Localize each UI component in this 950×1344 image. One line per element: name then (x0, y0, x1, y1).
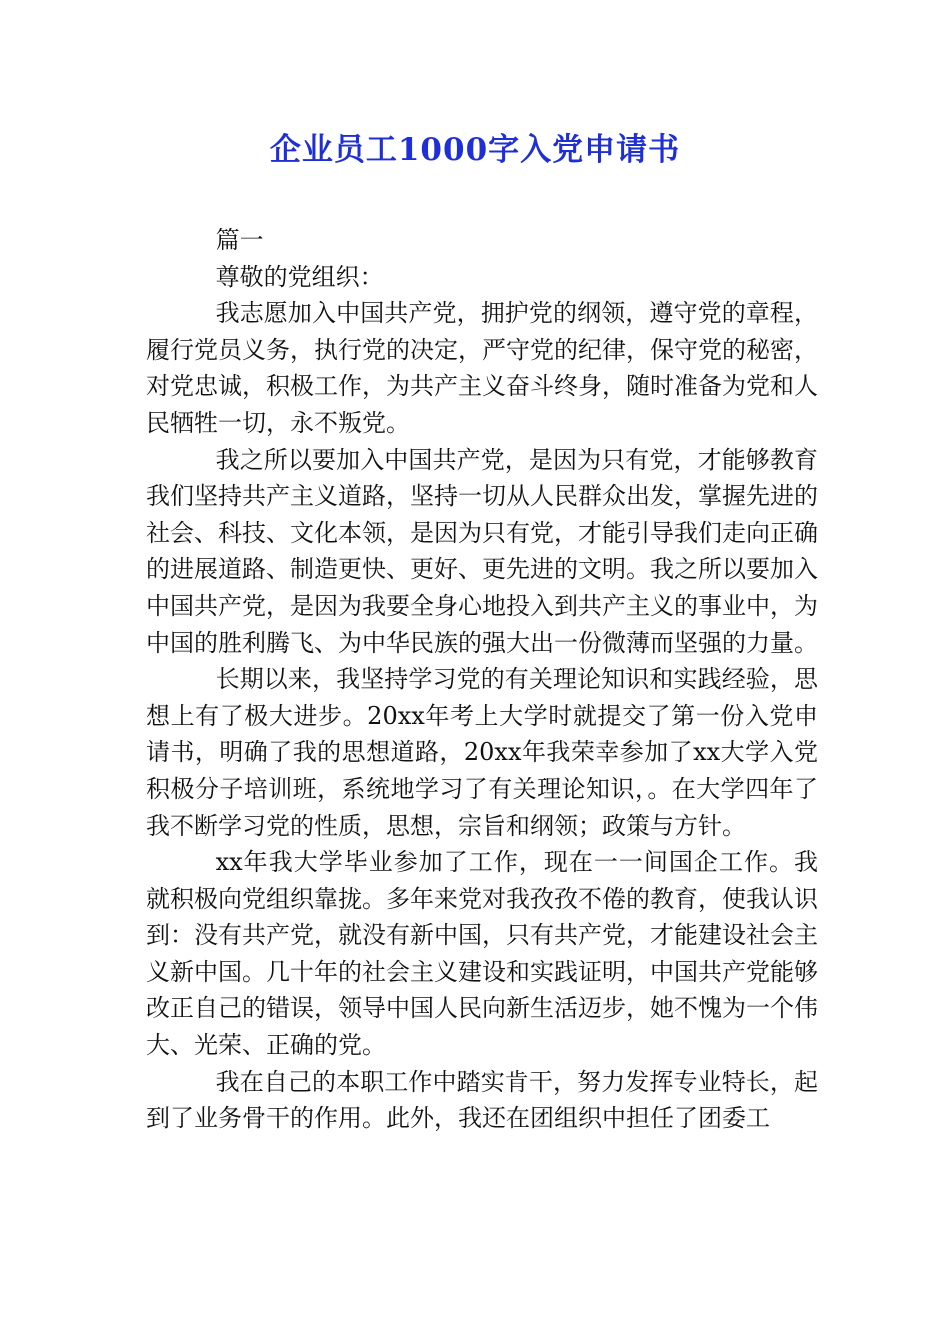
document-body (146, 222, 818, 1137)
document-title: 企业员工1000字入党申请书 (269, 132, 681, 168)
paragraph: 我志愿加入中国共产党，拥护党的纲领，遵守党的章程，履行党员义务，执行党的决定，严守党的纪律，保守党的秘密，对党忠诚，积极工作，为共产主义奋斗终身，随时准备为党和人民牺牲一切，永不叛党。 (146, 299, 818, 437)
paragraph: 我之所以要加入中国共产党，是因为只有党，才能够教育我们坚持共产主义道路，坚持一切从人民群众出发，掌握先进的社会、科技、文化本领，是因为只有党，才能引导我们走向正确的进展道路、制造更快、更好、更先进的文明。我之所以要加入中国共产党，是因为我要全身心地投入到共产主义的事业中，为中国的胜利腾飞、为中华民族的强大出一份微薄而坚强的力量。 (146, 445, 818, 657)
paragraph: xx年我大学毕业参加了工作，现在一一间国企工作。我就积极向党组织靠拢。多年来党对我孜孜不倦的教育，使我认识到：没有共产党，就没有新中国，只有共产党，才能建设社会主义新中国。几十年的社会主义建设和实践证明，中国共产党能够改正自己的错误，领导中国人民向新生活迈步，她不愧为一个伟大、光荣、正确的党。 (146, 848, 818, 1060)
section-label: 篇一 (215, 226, 264, 254)
paragraph: 我在自己的本职工作中踏实肯干，努力发挥专业特长，起到了业务骨干的作用。此外，我还在团组织中担任了团委工 (146, 1067, 818, 1133)
paragraph: 长期以来，我坚持学习党的有关理论知识和实践经验，思想上有了极大进步。20xx年考上大学时就提交了第一份入党申请书，明确了我的思想道路，20xx年我荣幸参加了xx大学入党积极分子培训班，系统地学习了有关理论知识，。在大学四年了我不断学习党的性质，思想，宗旨和纲领；政策与方针。 (146, 665, 818, 840)
salutation: 尊敬的党组织： (215, 262, 384, 291)
